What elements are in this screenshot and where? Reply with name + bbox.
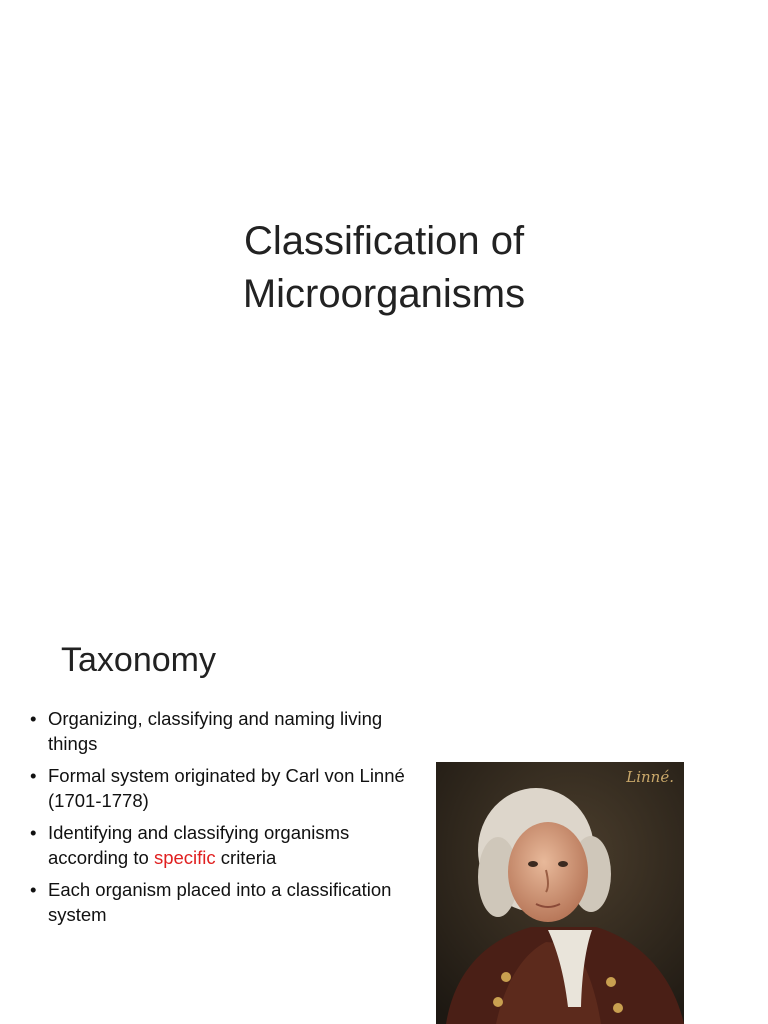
bullet-text: Each organism placed into a classification system [48,879,392,925]
bullet-marker: • [30,708,37,729]
title-line-1: Classification of [243,218,525,263]
highlighted-word: specific [153,846,216,868]
linnaeus-portrait [436,762,684,1024]
bullet-item [30,764,405,813]
bullet-item [30,707,405,756]
bullet-marker: • [30,879,37,900]
slide-taxonomy [0,576,768,1024]
taxonomy-heading: Taxonomy [61,641,216,679]
bullet-list [30,707,405,935]
bullet-text: Formal system originated by Carl von Linné (1701-1778) [48,765,405,811]
bullet-marker: • [30,765,37,786]
portrait-signature: Linné. [626,768,674,786]
bullet-item [30,878,405,927]
bullet-text-post: criteria [215,846,277,868]
bullet-item [30,821,405,870]
title-line-2: Microorganisms [242,271,526,316]
bullet-marker: • [30,822,37,843]
bullet-text: Organizing, classifying and naming living things [48,708,383,754]
slide-title [0,215,768,321]
bullet-text-pre: Identifying and classifying organisms according to [48,822,350,868]
portrait-image [436,762,684,1024]
